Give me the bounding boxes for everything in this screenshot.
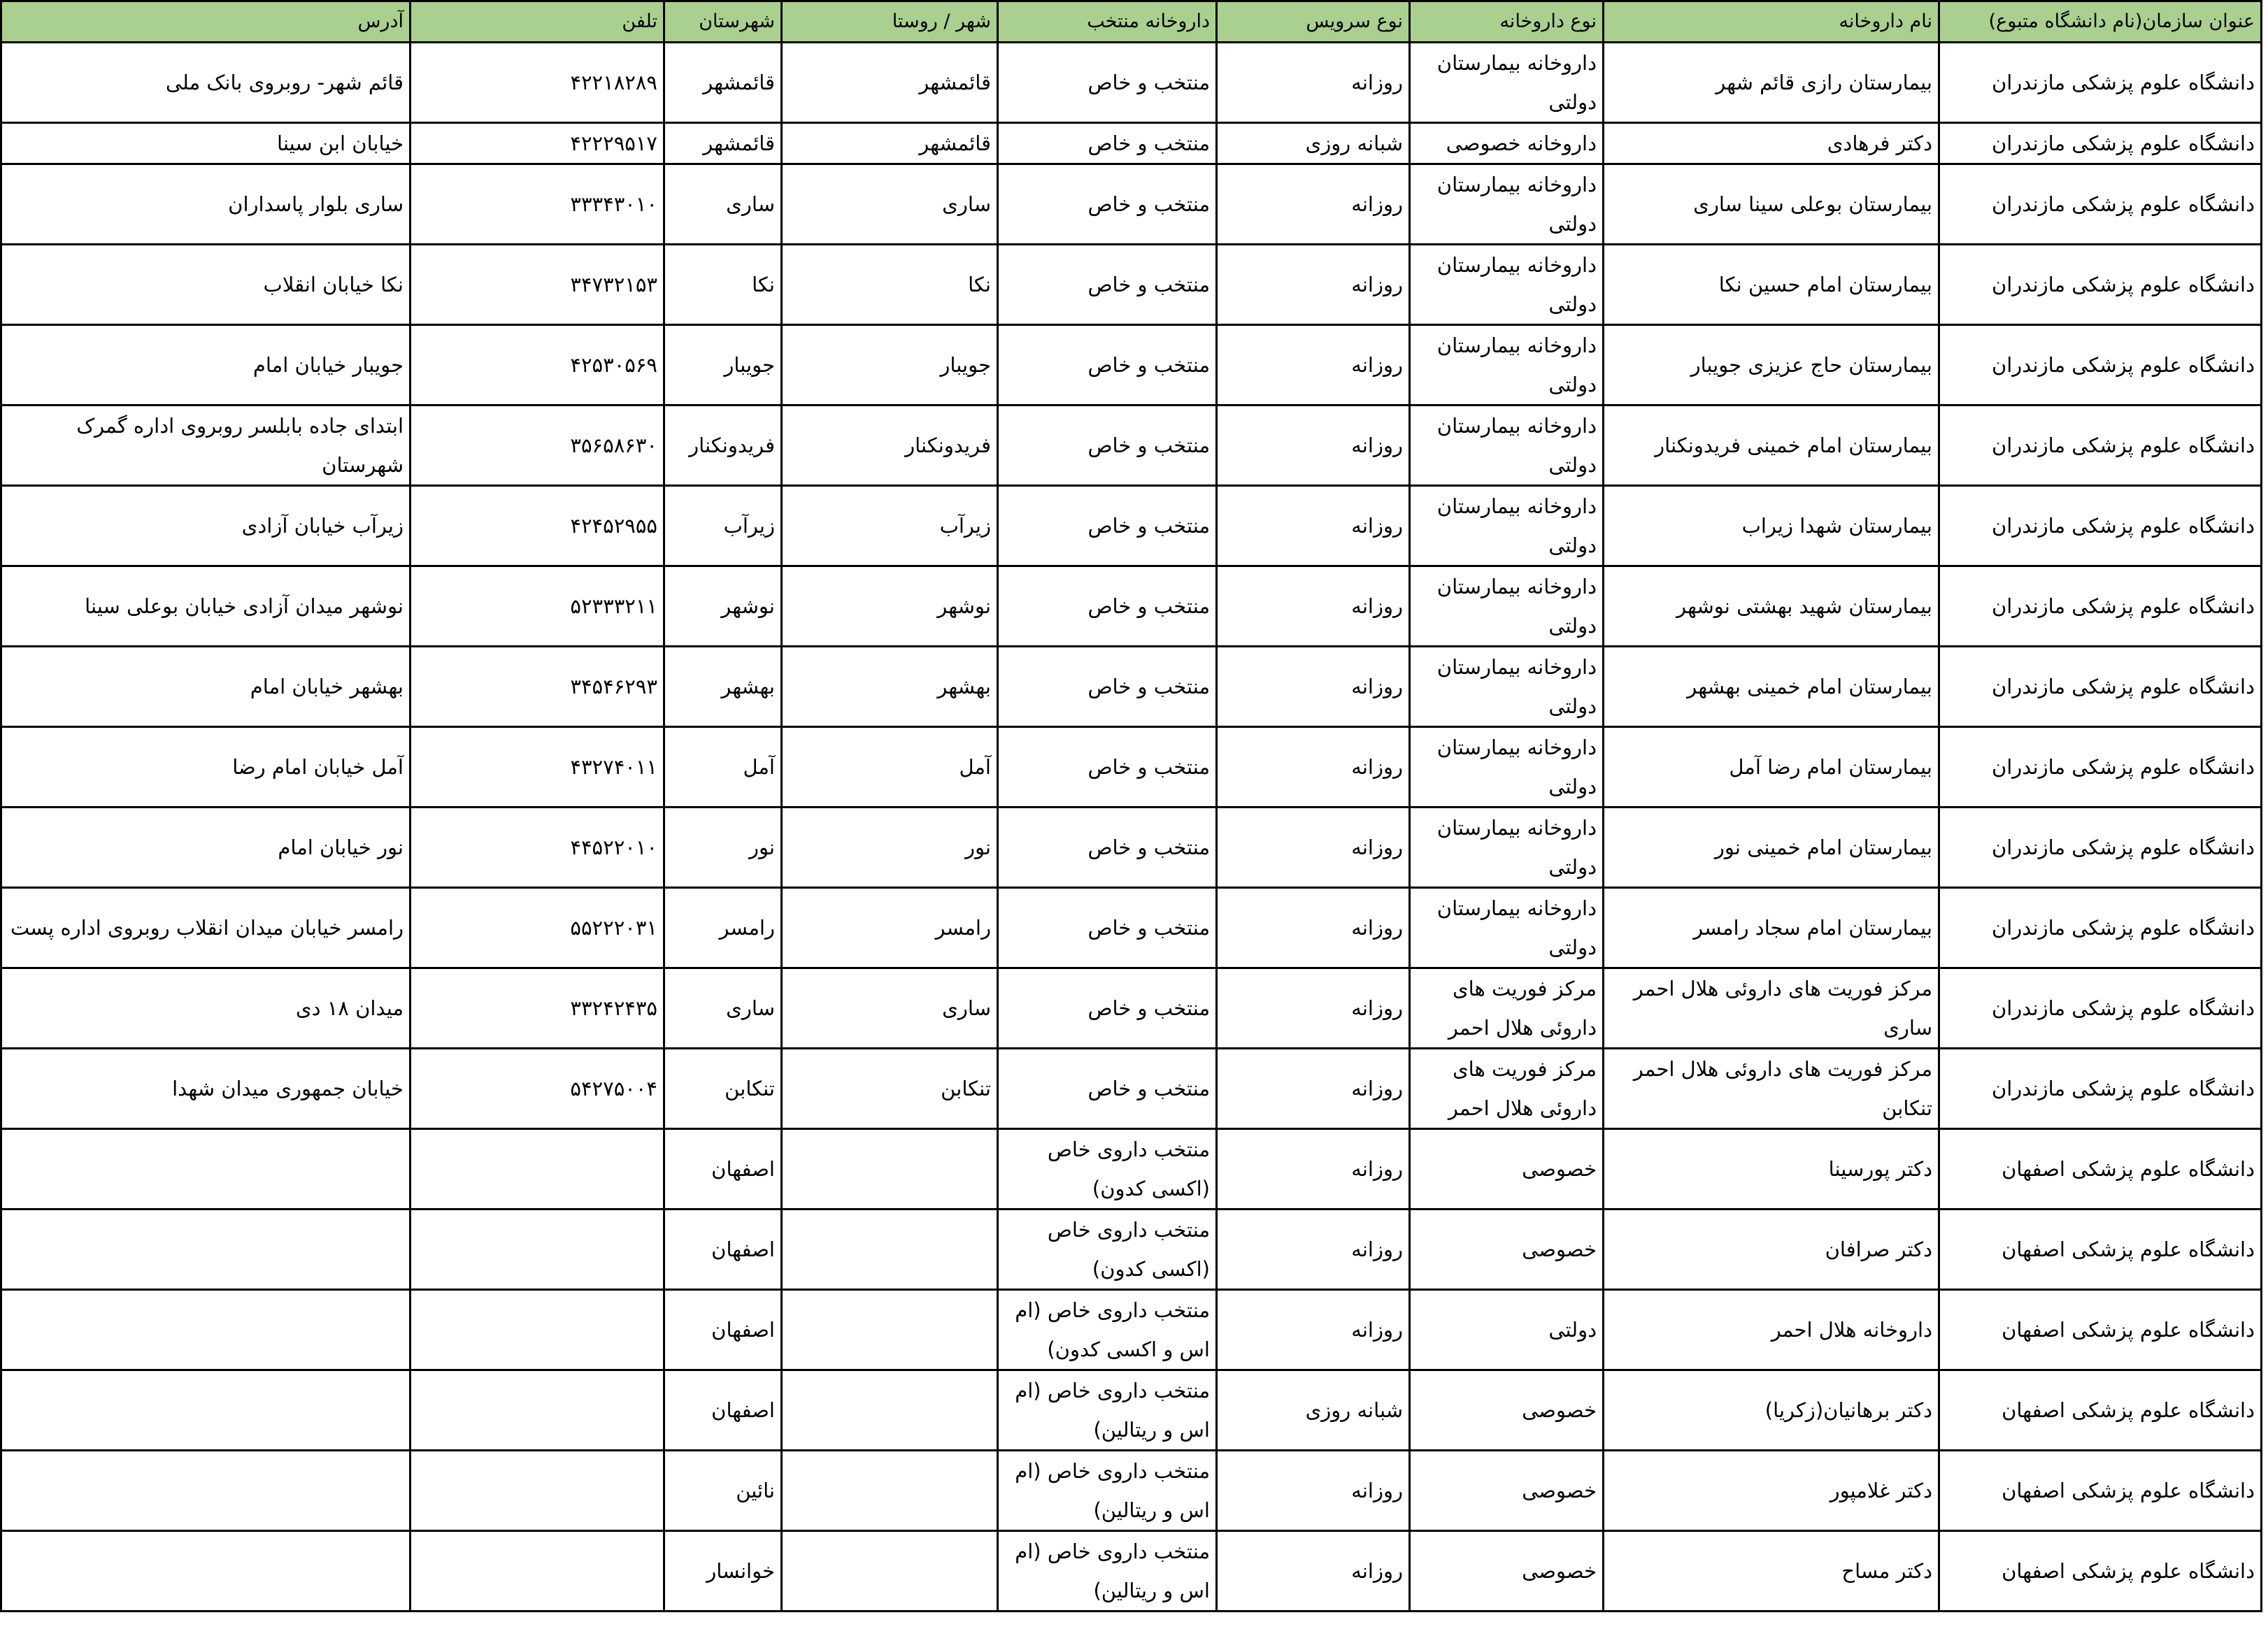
cell-phone[interactable]: ۴۲۴۵۲۹۵۵ — [411, 486, 664, 566]
table-row — [1, 1129, 2262, 1210]
cell-ptype[interactable]: خصوصی — [1410, 1370, 1604, 1451]
cell-org[interactable]: دانشگاه علوم پزشکی مازندران — [1939, 1049, 2262, 1129]
cell-county[interactable]: اصفهان — [664, 1210, 782, 1290]
cell-name[interactable]: بیمارستان امام حسین نکا — [1604, 245, 1939, 325]
cell-name[interactable]: بیمارستان امام خمینی فریدونکنار — [1604, 406, 1939, 486]
cell-county[interactable]: نکا — [664, 245, 782, 325]
cell-county[interactable]: ساری — [664, 164, 782, 245]
cell-ptype[interactable]: خصوصی — [1410, 1129, 1604, 1210]
cell-name[interactable]: مرکز فوریت های داروئی هلال احمر تنکابن — [1604, 1049, 1939, 1129]
cell-service[interactable]: روزانه — [1217, 245, 1410, 325]
cell-address[interactable]: زیرآب خیابان آزادی — [1, 486, 411, 566]
header-phone[interactable]: تلفن — [411, 1, 664, 43]
cell-city[interactable] — [782, 1451, 998, 1531]
cell-county[interactable]: جویبار — [664, 325, 782, 406]
cell-service[interactable]: روزانه — [1217, 43, 1410, 123]
cell-service[interactable]: روزانه — [1217, 647, 1410, 727]
table-body — [1, 43, 2262, 1612]
header-address[interactable]: آدرس — [1, 1, 411, 43]
cell-city[interactable]: نکا — [782, 245, 998, 325]
cell-name[interactable]: مرکز فوریت های داروئی هلال احمر ساری — [1604, 968, 1939, 1049]
cell-org[interactable]: دانشگاه علوم پزشکی اصفهان — [1939, 1290, 2262, 1370]
cell-county[interactable]: رامسر — [664, 888, 782, 968]
cell-city[interactable]: جویبار — [782, 325, 998, 406]
table-row — [1, 406, 2262, 486]
cell-address[interactable] — [1, 1210, 411, 1290]
cell-county[interactable]: اصفهان — [664, 1129, 782, 1210]
cell-name[interactable]: بیمارستان حاج عزیزی جویبار — [1604, 325, 1939, 406]
cell-service[interactable]: روزانه — [1217, 406, 1410, 486]
cell-selected[interactable]: منتخب و خاص — [998, 123, 1217, 164]
header-service[interactable]: نوع سرویس — [1217, 1, 1410, 43]
table-row — [1, 888, 2262, 968]
cell-county[interactable]: نور — [664, 808, 782, 888]
cell-address[interactable]: بهشهر خیابان امام — [1, 647, 411, 727]
cell-org[interactable]: دانشگاه علوم پزشکی اصفهان — [1939, 1370, 2262, 1451]
cell-ptype[interactable]: داروخانه بیمارستان دولتی — [1410, 164, 1604, 245]
cell-phone[interactable] — [411, 1370, 664, 1451]
cell-county[interactable]: تنکابن — [664, 1049, 782, 1129]
cell-address[interactable]: آمل خیابان امام رضا — [1, 727, 411, 808]
cell-selected[interactable]: منتخب و خاص — [998, 486, 1217, 566]
cell-address[interactable]: قائم شهر- روبروی بانک ملی — [1, 43, 411, 123]
cell-org[interactable]: دانشگاه علوم پزشکی مازندران — [1939, 43, 2262, 123]
cell-ptype[interactable]: داروخانه بیمارستان دولتی — [1410, 888, 1604, 968]
cell-name[interactable]: دکتر پورسینا — [1604, 1129, 1939, 1210]
cell-selected[interactable]: منتخب داروی خاص (ام اس و ریتالین) — [998, 1531, 1217, 1612]
cell-city[interactable]: ساری — [782, 164, 998, 245]
cell-ptype[interactable]: خصوصی — [1410, 1451, 1604, 1531]
cell-phone[interactable]: ۴۳۲۷۴۰۱۱ — [411, 727, 664, 808]
table-row — [1, 43, 2262, 123]
cell-city[interactable]: زیرآب — [782, 486, 998, 566]
cell-service[interactable]: روزانه — [1217, 808, 1410, 888]
cell-org[interactable]: دانشگاه علوم پزشکی اصفهان — [1939, 1210, 2262, 1290]
cell-service[interactable]: روزانه — [1217, 1290, 1410, 1370]
cell-service[interactable]: روزانه — [1217, 727, 1410, 808]
cell-org[interactable]: دانشگاه علوم پزشکی اصفهان — [1939, 1451, 2262, 1531]
cell-city[interactable] — [782, 1210, 998, 1290]
table-row — [1, 727, 2262, 808]
cell-city[interactable]: بهشهر — [782, 647, 998, 727]
table-row — [1, 647, 2262, 727]
cell-ptype[interactable]: داروخانه بیمارستان دولتی — [1410, 245, 1604, 325]
cell-org[interactable]: دانشگاه علوم پزشکی اصفهان — [1939, 1531, 2262, 1612]
cell-address[interactable]: رامسر خیابان میدان انقلاب روبروی اداره پست — [1, 888, 411, 968]
cell-address[interactable]: میدان ۱۸ دی — [1, 968, 411, 1049]
cell-phone[interactable]: ۴۲۲۲۹۵۱۷ — [411, 123, 664, 164]
cell-ptype[interactable]: داروخانه بیمارستان دولتی — [1410, 43, 1604, 123]
cell-org[interactable]: دانشگاه علوم پزشکی مازندران — [1939, 164, 2262, 245]
cell-selected[interactable]: منتخب داروی خاص (ام اس و ریتالین) — [998, 1451, 1217, 1531]
cell-phone[interactable] — [411, 1531, 664, 1612]
cell-name[interactable]: بیمارستان امام رضا آمل — [1604, 727, 1939, 808]
cell-service[interactable]: روزانه — [1217, 566, 1410, 647]
cell-city[interactable]: نور — [782, 808, 998, 888]
cell-service[interactable]: روزانه — [1217, 486, 1410, 566]
cell-service[interactable]: روزانه — [1217, 164, 1410, 245]
table-row — [1, 164, 2262, 245]
cell-service[interactable]: روزانه — [1217, 1451, 1410, 1531]
cell-address[interactable]: خیابان ابن سینا — [1, 123, 411, 164]
table-row — [1, 968, 2262, 1049]
cell-ptype[interactable]: دولتی — [1410, 1290, 1604, 1370]
cell-phone[interactable]: ۳۴۵۴۶۲۹۳ — [411, 647, 664, 727]
cell-selected[interactable]: منتخب و خاص — [998, 566, 1217, 647]
cell-phone[interactable]: ۵۲۳۳۳۲۱۱ — [411, 566, 664, 647]
header-ptype[interactable]: نوع داروخانه — [1410, 1, 1604, 43]
cell-address[interactable]: ابتدای جاده بابلسر روبروی اداره گمرک شهرستان — [1, 406, 411, 486]
cell-org[interactable]: دانشگاه علوم پزشکی مازندران — [1939, 727, 2262, 808]
cell-selected[interactable]: منتخب و خاص — [998, 245, 1217, 325]
cell-address[interactable]: نور خیابان امام — [1, 808, 411, 888]
cell-org[interactable]: دانشگاه علوم پزشکی مازندران — [1939, 888, 2262, 968]
table-row — [1, 1531, 2262, 1612]
cell-selected[interactable]: منتخب و خاص — [998, 406, 1217, 486]
cell-county[interactable]: خوانسار — [664, 1531, 782, 1612]
cell-service[interactable]: روزانه — [1217, 1531, 1410, 1612]
cell-selected[interactable]: منتخب داروی خاص (ام اس و ریتالین) — [998, 1370, 1217, 1451]
header-city[interactable]: شهر / روستا — [782, 1, 998, 43]
cell-service[interactable]: روزانه — [1217, 888, 1410, 968]
cell-ptype[interactable]: خصوصی — [1410, 1210, 1604, 1290]
cell-city[interactable]: رامسر — [782, 888, 998, 968]
cell-address[interactable] — [1, 1531, 411, 1612]
cell-name[interactable]: بیمارستان بوعلی سینا ساری — [1604, 164, 1939, 245]
cell-name[interactable]: بیمارستان شهید بهشتی نوشهر — [1604, 566, 1939, 647]
cell-phone[interactable]: ۴۲۲۱۸۲۸۹ — [411, 43, 664, 123]
cell-org[interactable]: دانشگاه علوم پزشکی مازندران — [1939, 123, 2262, 164]
cell-ptype[interactable]: داروخانه بیمارستان دولتی — [1410, 808, 1604, 888]
cell-org[interactable]: دانشگاه علوم پزشکی مازندران — [1939, 647, 2262, 727]
cell-city[interactable] — [782, 1129, 998, 1210]
cell-address[interactable] — [1, 1451, 411, 1531]
cell-org[interactable]: دانشگاه علوم پزشکی مازندران — [1939, 486, 2262, 566]
cell-org[interactable]: دانشگاه علوم پزشکی اصفهان — [1939, 1129, 2262, 1210]
cell-city[interactable] — [782, 1290, 998, 1370]
cell-name[interactable]: دکتر مساح — [1604, 1531, 1939, 1612]
cell-county[interactable]: نائین — [664, 1451, 782, 1531]
cell-name[interactable]: بیمارستان شهدا زیراب — [1604, 486, 1939, 566]
cell-selected[interactable]: منتخب و خاص — [998, 808, 1217, 888]
cell-name[interactable]: بیمارستان رازی قائم شهر — [1604, 43, 1939, 123]
cell-address[interactable] — [1, 1290, 411, 1370]
cell-org[interactable]: دانشگاه علوم پزشکی مازندران — [1939, 808, 2262, 888]
cell-phone[interactable] — [411, 1210, 664, 1290]
cell-ptype[interactable]: داروخانه بیمارستان دولتی — [1410, 406, 1604, 486]
cell-phone[interactable]: ۳۴۷۳۲۱۵۳ — [411, 245, 664, 325]
cell-name[interactable]: دکتر برهانیان(زکریا) — [1604, 1370, 1939, 1451]
cell-ptype[interactable]: داروخانه بیمارستان دولتی — [1410, 647, 1604, 727]
cell-selected[interactable]: منتخب و خاص — [998, 325, 1217, 406]
cell-ptype[interactable]: مرکز فوریت های داروئی هلال احمر — [1410, 1049, 1604, 1129]
table-row — [1, 245, 2262, 325]
table-row — [1, 1049, 2262, 1129]
table-row — [1, 1210, 2262, 1290]
cell-phone[interactable]: ۵۵۲۲۲۰۳۱ — [411, 888, 664, 968]
table-row — [1, 486, 2262, 566]
table-row — [1, 566, 2262, 647]
header-name[interactable]: نام داروخانه — [1604, 1, 1939, 43]
cell-selected[interactable]: منتخب و خاص — [998, 888, 1217, 968]
cell-name[interactable]: دکتر فرهادی — [1604, 123, 1939, 164]
table-row — [1, 808, 2262, 888]
cell-address[interactable]: نکا خیابان انقلاب — [1, 245, 411, 325]
cell-phone[interactable] — [411, 1129, 664, 1210]
cell-phone[interactable] — [411, 1451, 664, 1531]
cell-address[interactable]: نوشهر میدان آزادی خیابان بوعلی سینا — [1, 566, 411, 647]
cell-address[interactable]: خیابان جمهوری میدان شهدا — [1, 1049, 411, 1129]
cell-county[interactable]: فریدونکنار — [664, 406, 782, 486]
cell-phone[interactable] — [411, 1290, 664, 1370]
table-row — [1, 1290, 2262, 1370]
cell-address[interactable] — [1, 1370, 411, 1451]
table-row — [1, 1451, 2262, 1531]
cell-org[interactable]: دانشگاه علوم پزشکی مازندران — [1939, 325, 2262, 406]
cell-selected[interactable]: منتخب و خاص — [998, 164, 1217, 245]
cell-phone[interactable]: ۳۵۶۵۸۶۳۰ — [411, 406, 664, 486]
cell-county[interactable]: قائمشهر — [664, 123, 782, 164]
cell-ptype[interactable]: مرکز فوریت های داروئی هلال احمر — [1410, 968, 1604, 1049]
cell-ptype[interactable]: خصوصی — [1410, 1531, 1604, 1612]
cell-selected[interactable]: منتخب و خاص — [998, 727, 1217, 808]
cell-name[interactable]: داروخانه هلال احمر — [1604, 1290, 1939, 1370]
cell-org[interactable]: دانشگاه علوم پزشکی مازندران — [1939, 566, 2262, 647]
cell-address[interactable] — [1, 1129, 411, 1210]
cell-city[interactable]: ساری — [782, 968, 998, 1049]
cell-phone[interactable]: ۵۴۲۷۵۰۰۴ — [411, 1049, 664, 1129]
cell-county[interactable]: آمل — [664, 727, 782, 808]
cell-service[interactable]: روزانه — [1217, 1210, 1410, 1290]
cell-phone[interactable]: ۳۳۳۴۳۰۱۰ — [411, 164, 664, 245]
cell-selected[interactable]: منتخب و خاص — [998, 1049, 1217, 1129]
cell-selected[interactable]: منتخب داروی خاص (اکسی کدون) — [998, 1210, 1217, 1290]
cell-address[interactable]: ساری بلوار پاسداران — [1, 164, 411, 245]
table-row — [1, 123, 2262, 164]
cell-phone[interactable]: ۳۳۲۴۲۴۳۵ — [411, 968, 664, 1049]
cell-service[interactable]: روزانه — [1217, 325, 1410, 406]
cell-selected[interactable]: منتخب داروی خاص (ام اس و اکسی کدون) — [998, 1290, 1217, 1370]
cell-selected[interactable]: منتخب داروی خاص (اکسی کدون) — [998, 1129, 1217, 1210]
cell-selected[interactable]: منتخب و خاص — [998, 968, 1217, 1049]
cell-county[interactable]: قائمشهر — [664, 43, 782, 123]
cell-ptype[interactable]: داروخانه بیمارستان دولتی — [1410, 566, 1604, 647]
cell-county[interactable]: اصفهان — [664, 1290, 782, 1370]
cell-service[interactable]: روزانه — [1217, 1049, 1410, 1129]
table-row — [1, 325, 2262, 406]
cell-service[interactable]: روزانه — [1217, 968, 1410, 1049]
cell-county[interactable]: بهشهر — [664, 647, 782, 727]
cell-service[interactable]: شبانه روزی — [1217, 1370, 1410, 1451]
cell-city[interactable]: نوشهر — [782, 566, 998, 647]
cell-ptype[interactable]: داروخانه بیمارستان دولتی — [1410, 486, 1604, 566]
header-county[interactable]: شهرستان — [664, 1, 782, 43]
cell-city[interactable]: آمل — [782, 727, 998, 808]
cell-name[interactable]: بیمارستان امام سجاد رامسر — [1604, 888, 1939, 968]
cell-ptype[interactable]: داروخانه خصوصی — [1410, 123, 1604, 164]
cell-org[interactable]: دانشگاه علوم پزشکی مازندران — [1939, 406, 2262, 486]
header-row — [1, 1, 2262, 43]
cell-city[interactable]: قائمشهر — [782, 43, 998, 123]
cell-city[interactable]: فریدونکنار — [782, 406, 998, 486]
cell-city[interactable] — [782, 1531, 998, 1612]
cell-name[interactable]: بیمارستان امام خمینی بهشهر — [1604, 647, 1939, 727]
cell-address[interactable]: جویبار خیابان امام — [1, 325, 411, 406]
cell-county[interactable]: نوشهر — [664, 566, 782, 647]
cell-org[interactable]: دانشگاه علوم پزشکی مازندران — [1939, 245, 2262, 325]
cell-org[interactable]: دانشگاه علوم پزشکی مازندران — [1939, 968, 2262, 1049]
cell-county[interactable]: اصفهان — [664, 1370, 782, 1451]
header-selected[interactable]: داروخانه منتخب — [998, 1, 1217, 43]
cell-name[interactable]: دکتر صرافان — [1604, 1210, 1939, 1290]
cell-city[interactable] — [782, 1370, 998, 1451]
cell-selected[interactable]: منتخب و خاص — [998, 647, 1217, 727]
cell-county[interactable]: ساری — [664, 968, 782, 1049]
cell-name[interactable]: دکتر غلامپور — [1604, 1451, 1939, 1531]
cell-service[interactable]: شبانه روزی — [1217, 123, 1410, 164]
cell-ptype[interactable]: داروخانه بیمارستان دولتی — [1410, 325, 1604, 406]
cell-phone[interactable]: ۴۲۵۳۰۵۶۹ — [411, 325, 664, 406]
cell-name[interactable]: بیمارستان امام خمینی نور — [1604, 808, 1939, 888]
table-row — [1, 1370, 2262, 1451]
header-org[interactable]: عنوان سازمان(نام دانشگاه متبوع) — [1939, 1, 2262, 43]
cell-selected[interactable]: منتخب و خاص — [998, 43, 1217, 123]
cell-service[interactable]: روزانه — [1217, 1129, 1410, 1210]
cell-city[interactable]: قائمشهر — [782, 123, 998, 164]
cell-phone[interactable]: ۴۴۵۲۲۰۱۰ — [411, 808, 664, 888]
cell-city[interactable]: تنکابن — [782, 1049, 998, 1129]
cell-ptype[interactable]: داروخانه بیمارستان دولتی — [1410, 727, 1604, 808]
cell-county[interactable]: زیرآب — [664, 486, 782, 566]
